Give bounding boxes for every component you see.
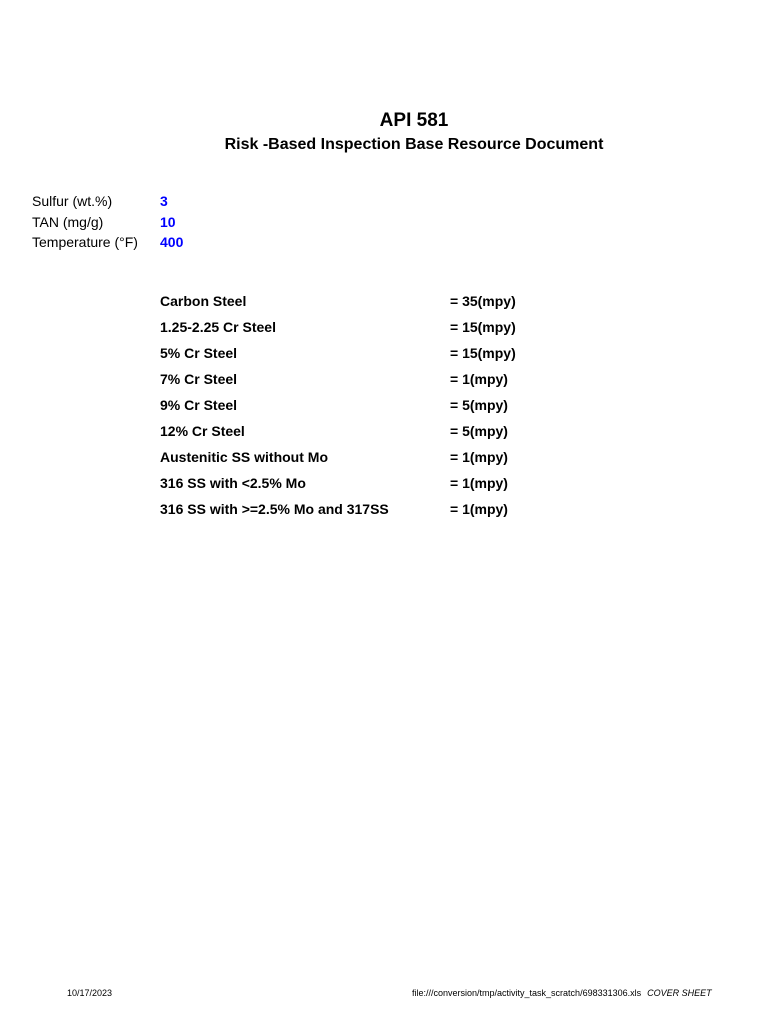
input-value[interactable]: 400: [160, 234, 184, 251]
corrosion-rate: = 35(mpy): [450, 293, 516, 309]
input-value[interactable]: 10: [160, 213, 176, 230]
corrosion-rate: = 15(mpy): [450, 345, 516, 361]
material-name: 316 SS with >=2.5% Mo and 317SS: [160, 501, 389, 517]
corrosion-rate-table: [160, 288, 516, 522]
corrosion-rate: = 15(mpy): [450, 319, 516, 335]
table-row: [160, 340, 516, 366]
table-row: [160, 418, 516, 444]
corrosion-rate: = 1(mpy): [450, 449, 508, 465]
input-row-temperature: [32, 232, 183, 253]
corrosion-rate: = 1(mpy): [450, 371, 508, 387]
table-row: [160, 470, 516, 496]
corrosion-rate: = 5(mpy): [450, 423, 508, 439]
table-row: [160, 288, 516, 314]
input-label: Temperature (°F): [32, 234, 138, 251]
table-row: [160, 444, 516, 470]
material-name: 5% Cr Steel: [160, 345, 238, 361]
corrosion-rate: = 1(mpy): [450, 501, 508, 517]
corrosion-rate: = 1(mpy): [450, 475, 508, 491]
input-row-sulfur: [32, 191, 183, 212]
table-row: [160, 366, 516, 392]
material-name: 9% Cr Steel: [160, 397, 238, 413]
input-row-tan: [32, 212, 183, 233]
material-name: Carbon Steel: [160, 293, 247, 309]
footer-date: 10/17/2023: [67, 988, 113, 998]
page-subtitle: Risk -Based Inspection Base Resource Document: [224, 136, 604, 153]
material-name: 12% Cr Steel: [160, 423, 245, 439]
material-name: 1.25-2.25 Cr Steel: [160, 319, 276, 335]
page-title: API 581: [379, 110, 449, 131]
input-label: Sulfur (wt.%): [32, 193, 113, 210]
material-name: 316 SS with <2.5% Mo: [160, 475, 306, 491]
file-path: file:///conversion/tmp/activity_task_scratch/698331306.xls: [412, 988, 642, 998]
table-row: [160, 496, 516, 522]
material-name: 7% Cr Steel: [160, 371, 238, 387]
sheet-name: COVER SHEET: [647, 988, 712, 998]
table-row: [160, 314, 516, 340]
table-row: [160, 392, 516, 418]
material-name: Austenitic SS without Mo: [160, 449, 328, 465]
corrosion-rate: = 5(mpy): [450, 397, 508, 413]
input-label: TAN (mg/g): [32, 213, 104, 230]
footer-file-path: [412, 988, 712, 998]
input-value[interactable]: 3: [160, 193, 168, 210]
input-parameters: [32, 191, 183, 253]
